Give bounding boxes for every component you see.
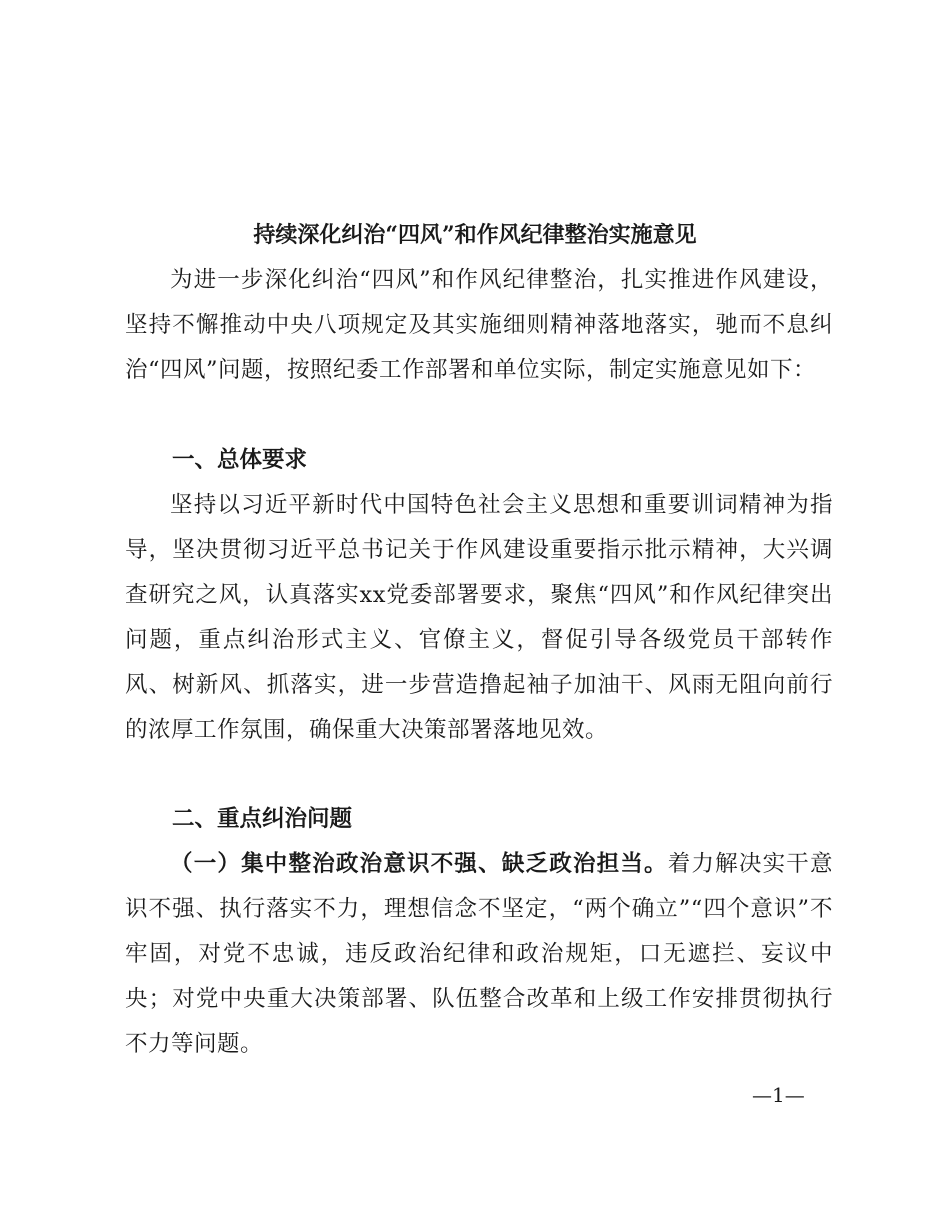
section-1-heading: 一、总体要求 <box>172 447 308 473</box>
section-2-item-1-body: 着力解决实干意识不强、执行落实不力，理想信念不坚定，“两个确立”“四个意识”不牢固，对党不忠诚，违反政治纪律和政治规矩，口无遮拦、妄议中央；对党中央重大决策部署、队伍整合改革和上级工作安排贯彻执行不力等问题。 <box>125 851 833 1057</box>
section-2-item-1-paragraph <box>125 842 833 1067</box>
section-2-item-1-title: （一）集中整治政治意识不强、缺乏政治担当。 <box>170 851 668 877</box>
intro-paragraph: 为进一步深化纠治“四风”和作风纪律整治，扎实推进作风建设，坚持不懈推动中央八项规定及其实施细则精神落地落实，驰而不息纠治“四风”问题，按照纪委工作部署和单位实际，制定实施意见如下： <box>125 267 833 383</box>
section-1-paragraph: 坚持以习近平新时代中国特色社会主义思想和重要训词精神为指导，坚决贯彻习近平总书记关于作风建设重要指示批示精神，大兴调查研究之风，认真落实xx党委部署要求，聚焦“四风”和作风纪律突出问题，重点纠治形式主义、官僚主义，督促引导各级党员干部转作风、树新风、抓落实，进一步营造撸起袖子加油干、风雨无阻向前行的浓厚工作氛围，确保重大决策部署落地见效。 <box>125 492 833 743</box>
page-number: —1— <box>752 1083 805 1107</box>
section-2-heading: 二、重点纠治问题 <box>172 806 353 832</box>
document-title: 持续深化纠治“四风”和作风纪律整治实施意见 <box>253 222 697 248</box>
